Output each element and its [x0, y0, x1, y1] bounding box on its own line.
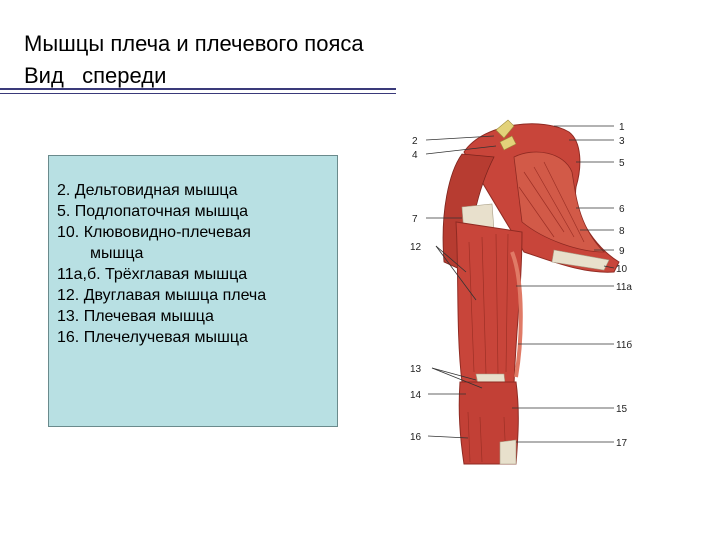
figure-label: 3	[619, 136, 625, 147]
figure-label: 7	[412, 214, 418, 225]
legend-item	[57, 306, 337, 327]
legend-item	[57, 264, 337, 285]
figure-label: 11б	[616, 340, 633, 351]
figure-label: 5	[619, 158, 625, 169]
figure-label: 16	[410, 432, 422, 443]
figure-label: 12	[410, 242, 422, 253]
legend-item-text: 2. Дельтовидная мышца	[57, 182, 238, 199]
legend-item	[57, 285, 337, 306]
figure-label: 17	[616, 438, 628, 449]
legend-item-text: 11а,б. Трёхглавая мышца	[57, 266, 248, 283]
legend-item-text: 13. Плечевая мышца	[57, 308, 214, 325]
legend-item-text: 12. Двуглавая мышца плеча	[57, 287, 267, 304]
legend-item-text: 16. Плечелучевая мышца	[57, 329, 248, 346]
title-block	[24, 28, 364, 92]
legend-item-text: 5. Подлопаточная мышца	[57, 203, 249, 220]
legend-item	[57, 201, 337, 222]
figure-label: 9	[619, 246, 625, 257]
title-divider	[0, 88, 396, 94]
legend-box	[48, 155, 338, 427]
upper-arm-muscles	[456, 222, 522, 384]
figure-label: 11а	[616, 282, 632, 293]
legend-item-text: 10. Клювовидно-плечевая	[57, 224, 251, 241]
arm-muscle-illustration	[404, 112, 644, 472]
legend-item	[57, 180, 337, 201]
slide-title: Мышцы плеча и плечевого пояса	[24, 31, 364, 56]
figure-label: 6	[619, 204, 625, 215]
legend-item	[57, 222, 337, 264]
figure-label: 10	[616, 264, 628, 275]
figure-label: 13	[410, 364, 422, 375]
figure-label: 1	[619, 122, 625, 133]
figure-label: 8	[619, 226, 625, 237]
slide-subtitle: Вид спереди	[24, 63, 167, 88]
figure-label: 4	[412, 150, 418, 161]
figure-label: 15	[616, 404, 628, 415]
figure-label: 14	[410, 390, 422, 401]
figure-label: 2	[412, 136, 418, 147]
forearm-tendon	[500, 440, 516, 464]
legend-item-continuation: мышца	[90, 245, 144, 262]
legend-item	[57, 327, 337, 348]
